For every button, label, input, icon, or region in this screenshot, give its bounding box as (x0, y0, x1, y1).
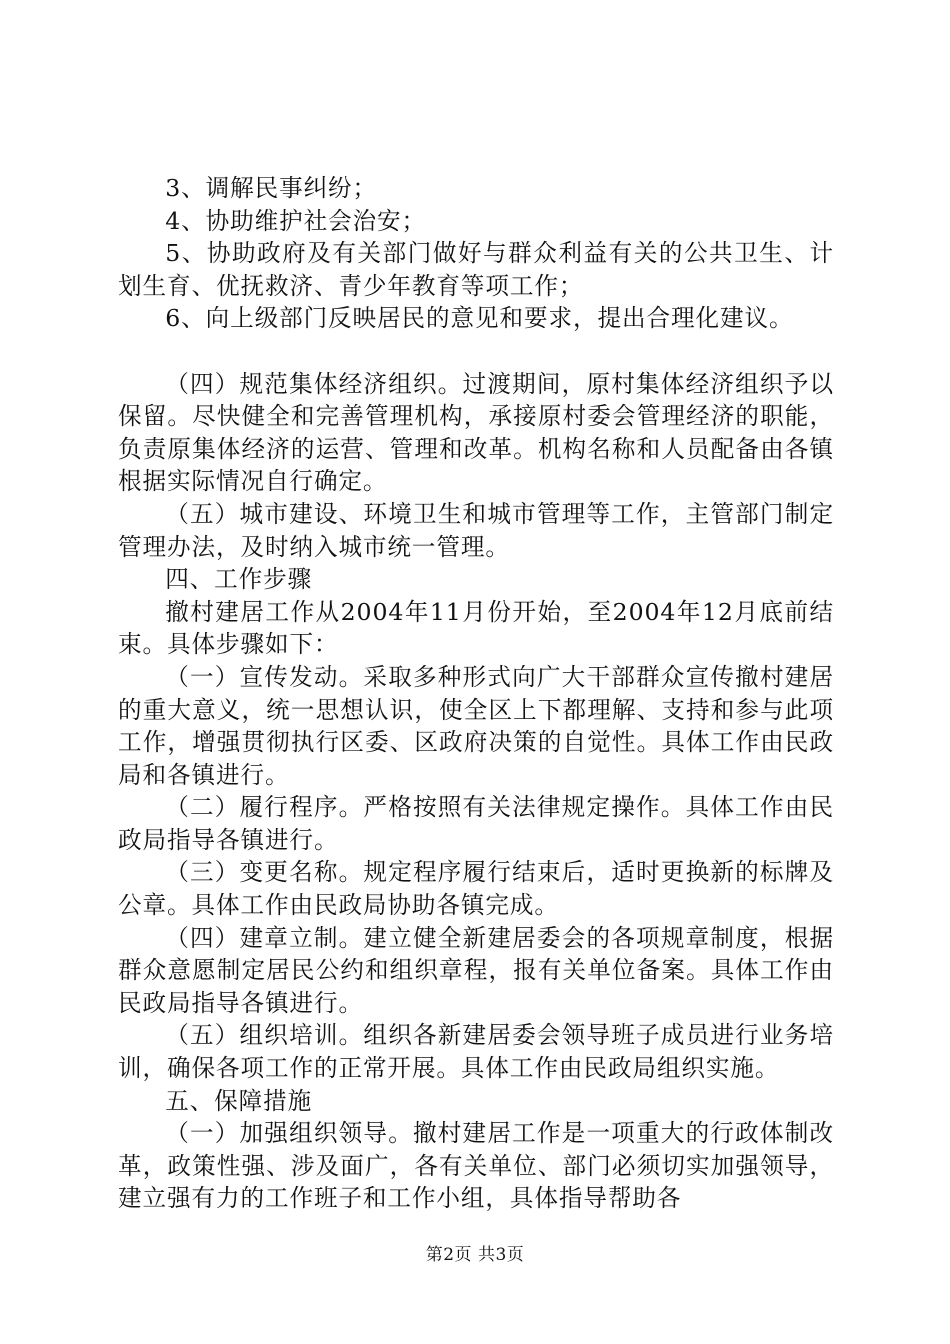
paragraph-step-rename: （三）变更名称。规定程序履行结束后，适时更换新的标牌及公章。具体工作由民政局协助各镇完成。 (118, 858, 834, 920)
list-item-public-security: 4、协助维护社会治安； (165, 206, 427, 235)
paragraph-step-publicity: （一）宣传发动。采取多种形式向广大干部群众宣传撤村建居的重大意义，统一思想认识，使全区上下都理解、支持和参与此项工作，增强贯彻执行区委、区政府决策的自觉性。具体工作由民政局和各镇进行。 (118, 662, 834, 789)
paragraph-city-management: （五）城市建设、环境卫生和城市管理等工作，主管部门制定管理办法，及时纳入城市统一管理。 (118, 499, 834, 561)
list-item-mediate-disputes: 3、调解民事纠纷； (165, 174, 378, 202)
list-item-assist-government: 5、协助政府及有关部门做好与群众利益有关的公共卫生、计划生育、优抚救济、青少年教育等项工作； (118, 239, 834, 300)
page-number-footer: 第2页 共3页 (425, 1245, 525, 1265)
paragraph-step-training: （五）组织培训。组织各新建居委会领导班子成员进行业务培训，确保各项工作的正常开展。具体工作由民政局组织实施。 (118, 1021, 834, 1083)
paragraph-schedule: 撤村建居工作从2004年11月份开始，至2004年12月底前结束。具体步骤如下： (118, 597, 834, 659)
section-heading-safeguards: 五、保障措施 (165, 1086, 313, 1115)
paragraph-step-procedure: （二）履行程序。严格按照有关法律规定操作。具体工作由民政局指导各镇进行。 (118, 793, 834, 854)
document-body (118, 172, 834, 1215)
section-heading-work-steps: 四、工作步骤 (165, 565, 313, 594)
paragraph-collective-economy: （四）规范集体经济组织。过渡期间，原村集体经济组织予以保留。尽快健全和完善管理机构，承接原村委会管理经济的职能，负责原集体经济的运营、管理和改革。机构名称和人员配备由各镇根据实际情况自行确定。 (118, 369, 834, 496)
paragraph-step-regulations: （四）建章立制。建立健全新建居委会的各项规章制度，根据群众意愿制定居民公约和组织章程，报有关单位备案。具体工作由民政局指导各镇进行。 (118, 923, 834, 1017)
list-item-report-opinions: 6、向上级部门反映居民的意见和要求，提出合理化建议。 (165, 304, 794, 333)
paragraph-leadership: （一）加强组织领导。撤村建居工作是一项重大的行政体制改革，政策性强、涉及面广，各有关单位、部门必须切实加强领导，建立强有力的工作班子和工作小组，具体指导帮助各 (118, 1119, 834, 1213)
